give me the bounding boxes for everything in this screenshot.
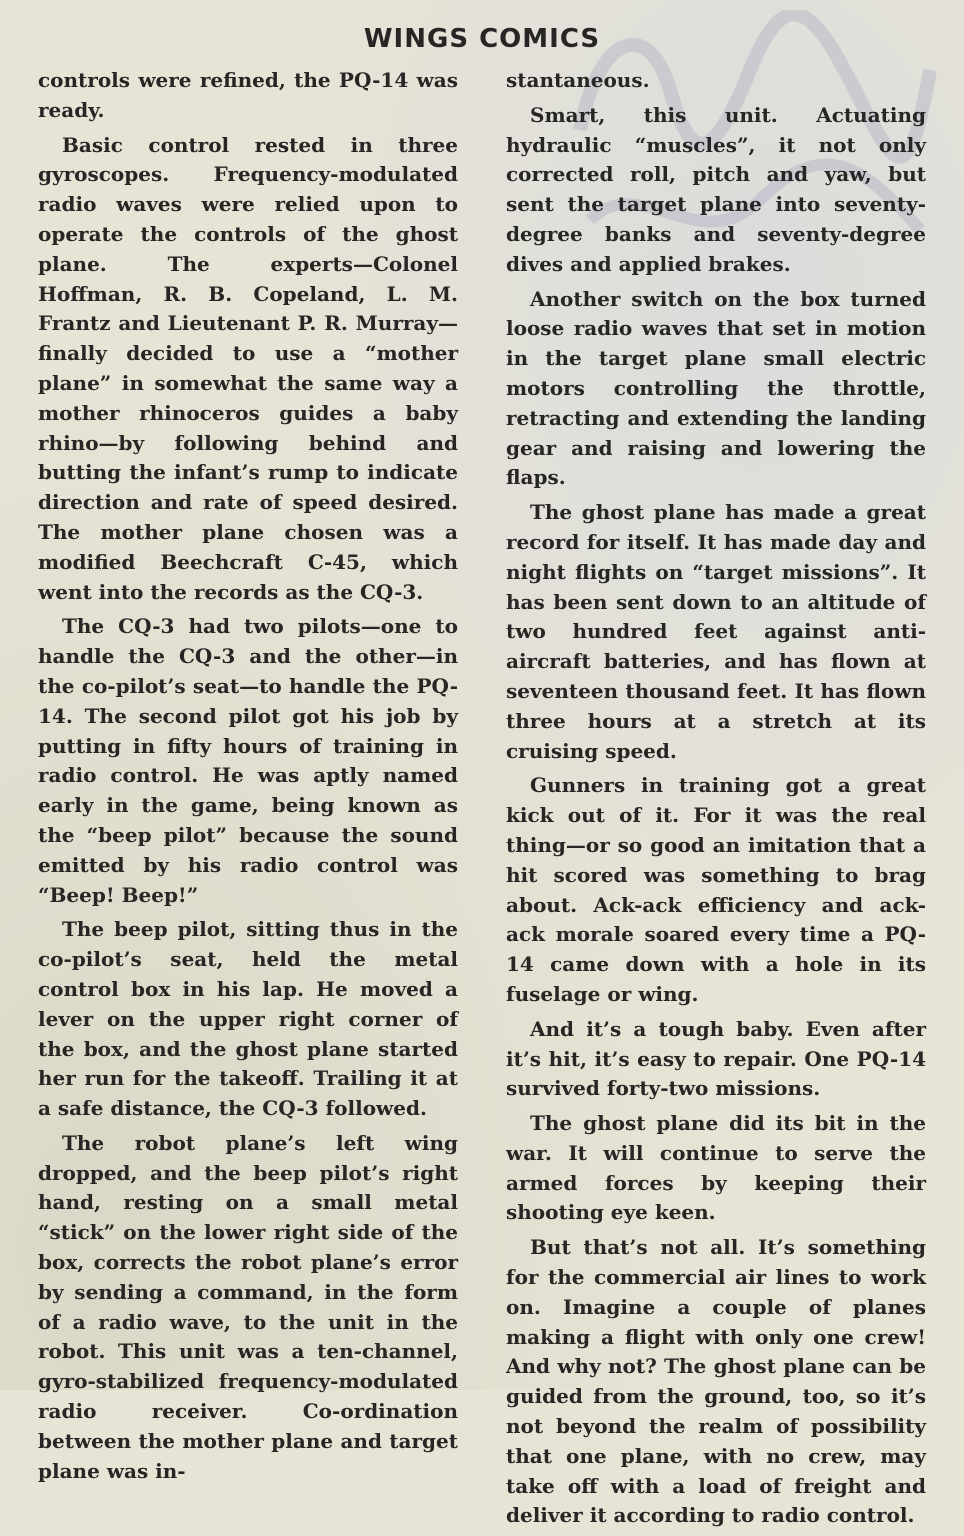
left-column bbox=[38, 66, 458, 1491]
page-header: WINGS COMICS bbox=[363, 24, 601, 54]
paragraph: The beep pilot, sitting thus in the co-pilot’s seat, held the metal control box in his lap. He moved a lever on the upper right corner of the box, and the ghost plane started her run for the takeoff. Trailing it at a safe distance, the CQ-3 followed. bbox=[38, 917, 458, 1121]
paragraph: But that’s not all. It’s something for the commercial air lines to work on. Imagine a couple of planes making a flight with only one crew! And why not? The ghost plane can be guided from the ground, too, so it’s not beyond the realm of possibility that one plane, with no crew, may take off with a load of freight and deliver it according to radio control. bbox=[506, 1235, 926, 1528]
paragraph: Another switch on the box turned loose radio waves that set in motion in the target plane small electric motors controlling the throttle, retracting and extending the landing gear and raising and lowering the flaps. bbox=[506, 286, 926, 490]
paragraph: And it’s a tough baby. Even after it’s hit, it’s easy to repair. One PQ-14 survived forty-two missions. bbox=[506, 1016, 926, 1101]
paragraph: The CQ-3 had two pilots—one to handle the CQ-3 and the other—in the co-pilot’s seat—to handle the PQ-14. The second pilot got his job by putting in fifty hours of training in radio control. He was aptly named early in the game, being known as the “beep pilot” because the sound emitted by his radio control was “Beep! Beep!” bbox=[38, 614, 458, 907]
paragraph: controls were refined, the PQ-14 was ready. bbox=[38, 68, 458, 122]
right-column bbox=[506, 66, 926, 1536]
paragraph: The robot plane’s left wing dropped, and the beep pilot’s right hand, resting on a small metal “stick” on the lower right side of the box, corrects the robot plane’s error by sending a command, in the form of a radio wave, to the unit in the robot. This unit was a ten-channel, gyro-stabilized frequency-modulated radio receiver. Co-ordination between the mother plane and target plane was in- bbox=[38, 1130, 458, 1483]
paragraph: Basic control rested in three gyroscopes. Frequency-modulated radio waves were relied upon to operate the controls of the ghost plane. The experts—Colonel Hoffman, R. B. Copeland, L. M. Frantz and Lieutenant P. R. Murray—finally decided to use a “mother plane” in somewhat the same way a mother rhinoceros guides a baby rhino—by following behind and butting the infant’s rump to indicate direction and rate of speed desired. The mother plane chosen was a modified Beechcraft C-45, which went into the records as the CQ-3. bbox=[38, 132, 458, 604]
paragraph: stantaneous. bbox=[506, 68, 650, 92]
paragraph: Smart, this unit. Actuating hydraulic “muscles”, it not only corrected roll, pitch and yaw, but sent the target plane into seventy-degree banks and seventy-degree dives and applied brakes. bbox=[506, 102, 926, 276]
paragraph: The ghost plane did its bit in the war. It will continue to serve the armed forces by keeping their shooting eye keen. bbox=[506, 1111, 926, 1225]
paragraph: The ghost plane has made a great record for itself. It has made day and night flights on “target missions”. It has been sent down to an altitude of two hundred feet against anti-aircraft batteries, and has flown at seventeen thousand feet. It has flown three hours at a stretch at its cruising speed. bbox=[506, 500, 926, 763]
paragraph: Gunners in training got a great kick out of it. For it was the real thing—or so good an imitation that a hit scored was something to brag about. Ack-ack efficiency and ack-ack morale soared every time a PQ-14 came down with a hole in its fuselage or wing. bbox=[506, 773, 926, 1006]
